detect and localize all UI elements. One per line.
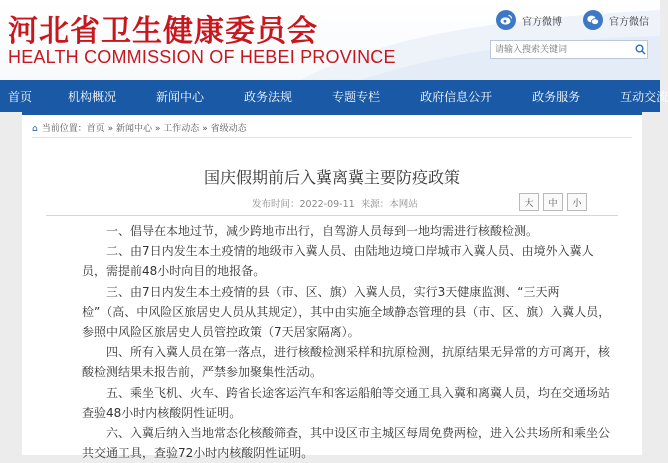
font-large-button[interactable]: 大 — [519, 193, 539, 211]
article-title: 国庆假期前后入冀离冀主要防疫政策 — [203, 168, 460, 187]
nav-item-home[interactable]: 首页 — [8, 89, 33, 104]
search-input[interactable] — [491, 42, 633, 57]
wechat-icon — [583, 10, 603, 30]
nav-item-special-topics[interactable]: 专题专栏 — [332, 89, 381, 104]
font-size-controls — [519, 193, 587, 211]
weibo-icon — [496, 10, 516, 30]
search-box — [490, 40, 648, 59]
breadcrumb-sep: » — [107, 124, 114, 134]
publish-date: 发布时间：2022-09-11 — [252, 199, 355, 210]
article-source: 来源：本网站 — [360, 199, 418, 210]
article-paragraph: 二、由7日内发生本土疫情的地级市入冀人员、由陆地边境口岸城市入冀人员、由境外入冀人员，需提前48小时向目的地报备。 — [82, 244, 594, 279]
search-icon[interactable] — [633, 43, 647, 57]
meta-divider — [46, 215, 618, 216]
home-icon: ⌂ — [32, 124, 38, 134]
wechat-link[interactable] — [583, 10, 649, 30]
weibo-link[interactable] — [496, 10, 562, 30]
site-header — [0, 0, 660, 80]
article-paragraph: 四、所有入冀人员在第一落点，进行核酸检测采样和抗原检测，抗原结果无异常的方可离开，核酸检测结果未报告前，严禁参加聚集性活动。 — [82, 345, 611, 380]
weibo-label: 官方微博 — [522, 16, 562, 28]
breadcrumb-sep: » — [154, 124, 161, 134]
breadcrumb-item-provincial[interactable]: 省级动态 — [210, 124, 247, 134]
breadcrumb — [32, 121, 247, 134]
breadcrumb-item-news[interactable]: 新闻中心 — [116, 124, 153, 134]
nav-item-organization[interactable]: 机构概况 — [68, 89, 117, 104]
font-medium-button[interactable]: 中 — [543, 193, 563, 211]
article-paragraph: 五、乘坐飞机、火车、跨省长途客运汽车和客运船舶等交通工具入冀和离冀人员，均在交通场站查验48小时内核酸阴性证明。 — [82, 385, 611, 420]
article-meta — [252, 196, 418, 210]
site-logo-chinese[interactable]: 河北省卫生健康委员会 — [8, 14, 318, 49]
nav-item-news-center[interactable]: 新闻中心 — [156, 89, 205, 104]
main-nav — [0, 80, 668, 112]
breadcrumb-divider — [32, 137, 632, 138]
nav-item-info-disclosure[interactable]: 政府信息公开 — [420, 89, 493, 104]
article-body — [82, 221, 612, 463]
site-logo-english[interactable]: HEALTH COMMISSION OF HEBEI PROVINCE — [8, 47, 396, 67]
nav-item-regulations[interactable]: 政务法规 — [244, 89, 293, 104]
breadcrumb-item-home[interactable]: 首页 — [86, 124, 105, 134]
wechat-label: 官方微信 — [609, 16, 649, 28]
nav-item-gov-services[interactable]: 政务服务 — [532, 89, 581, 104]
breadcrumb-sep: » — [202, 124, 208, 134]
nav-item-interaction[interactable]: 互动交流 — [620, 89, 668, 104]
article-paragraph: 一、倡导在本地过节，减少跨地市出行，自驾游人员每到一地均需进行核酸检测。 — [106, 224, 539, 238]
article-paragraph: 三、由7日内发生本土疫情的县（市、区、旗）入冀人员，实行3天健康监测、“三天两检”（高、中风险区旅居史人员从其规定），其中由实施全域静态管理的县（市、区、旗）入冀人员，参照中风险区旅居史人员管控政策（7天居家隔离）。 — [82, 284, 611, 340]
article-paragraph: 六、入冀后纳入当地常态化核酸筛查，其中设区市主城区每周免费两检，进入公共场所和乘坐公共交通工具，查验72小时内核酸阴性证明。 — [82, 426, 611, 461]
breadcrumb-prefix: 当前位置： — [41, 124, 87, 134]
font-small-button[interactable]: 小 — [567, 193, 587, 211]
article-card — [22, 112, 642, 461]
breadcrumb-item-work-news[interactable]: 工作动态 — [163, 124, 200, 134]
